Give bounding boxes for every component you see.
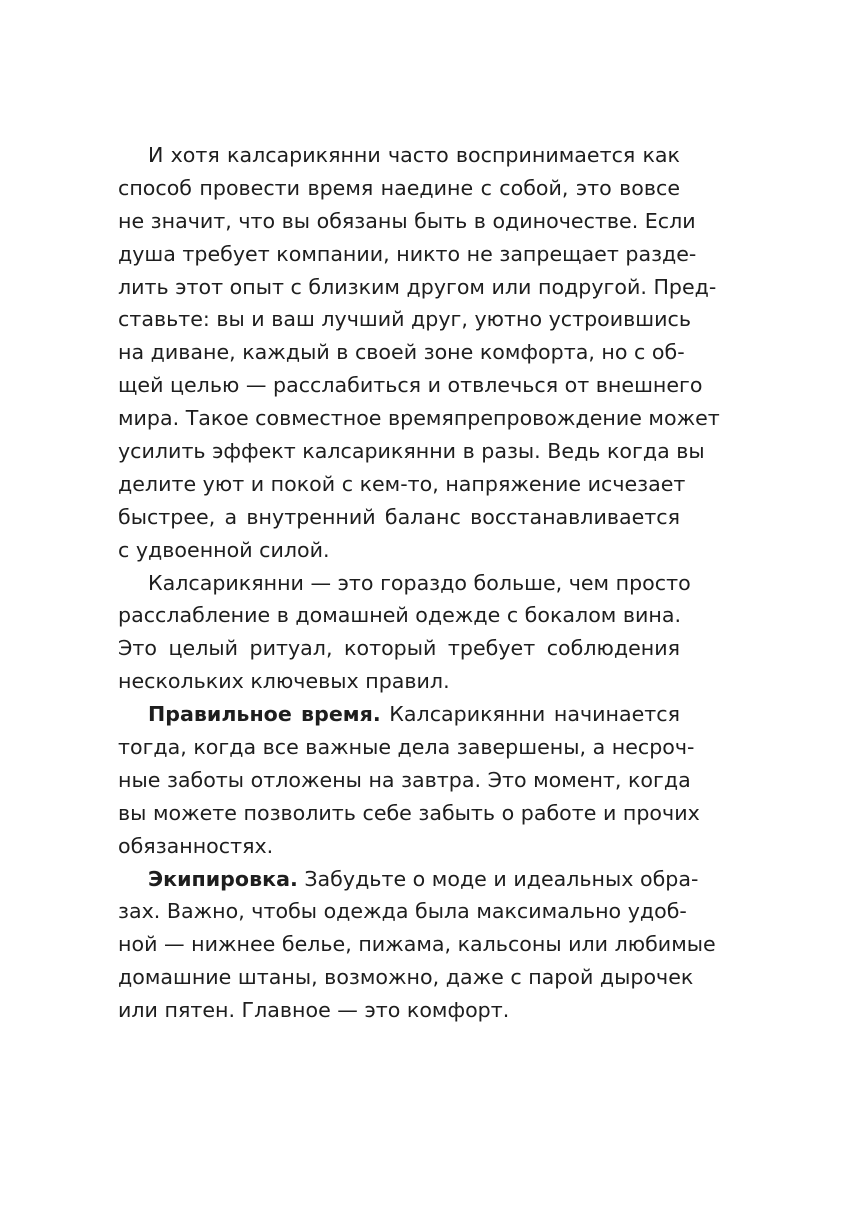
text-line: домашние штаны, возможно, даже с парой дырочек: [118, 965, 694, 990]
text-line: мира. Такое совместное времяпрепровождение может: [118, 406, 720, 431]
text-line: Это целый ритуал, который требует соблюдения: [118, 636, 680, 661]
text-line: на диване, каждый в своей зоне комфорта, но с об-: [118, 340, 685, 365]
text-line: [118, 863, 699, 896]
text-line: с удвоенной силой.: [118, 537, 330, 562]
text-line: ной — нижнее белье, пижама, кальсоны или любимые: [118, 932, 716, 957]
paragraph-heading: Правильное время.: [148, 702, 381, 727]
text-line: расслабление в домашней одежде с бокалом вина.: [118, 603, 682, 628]
text-line: лить этот опыт с близким другом или подругой. Пред-: [118, 274, 717, 299]
text-run: Калсарикянни начинается: [380, 702, 680, 727]
text-run: Забудьте о моде и идеальных обра-: [297, 866, 699, 891]
text-line: или пятен. Главное — это комфорт.: [118, 998, 510, 1023]
text-line: душа требует компании, никто не запрещает разде-: [118, 241, 697, 266]
text-line: обязанностях.: [118, 833, 274, 858]
text-line: тогда, когда все важные дела завершены, а несроч-: [118, 735, 695, 760]
paragraph-1: [118, 139, 720, 567]
paragraph-2: [118, 567, 691, 699]
text-line: быстрее, а внутренний баланс восстанавливается: [118, 504, 680, 529]
text-line: зах. Важно, чтобы одежда была максимально удоб-: [118, 899, 687, 924]
text-line: не значит, что вы обязаны быть в одиночестве. Если: [118, 208, 696, 233]
text-line: делите уют и покой с кем-то, напряжение исчезает: [118, 471, 686, 496]
paragraph-4: [118, 863, 716, 1027]
text-line: щей целью — расслабиться и отвлечься от внешнего: [118, 373, 703, 398]
paragraph-heading: Экипировка.: [148, 866, 298, 891]
paragraph-3: [118, 698, 700, 862]
text-line: ставьте: вы и ваш лучший друг, уютно устроившись: [118, 307, 691, 332]
text-line: И хотя калсарикянни часто воспринимается как: [148, 143, 680, 167]
text-line: способ провести время наедине с собой, это вовсе: [118, 175, 680, 200]
text-line: усилить эффект калсарикянни в разы. Ведь когда вы: [118, 439, 705, 464]
text-line: вы можете позволить себе забыть о работе и прочих: [118, 800, 700, 825]
text-line: ные заботы отложены на завтра. Это момент, когда: [118, 767, 691, 792]
page-body: [118, 139, 720, 1027]
text-line: Калсарикянни — это гораздо больше, чем просто: [148, 570, 691, 595]
text-line: нескольких ключевых правил.: [118, 669, 450, 694]
text-line: [118, 698, 680, 731]
